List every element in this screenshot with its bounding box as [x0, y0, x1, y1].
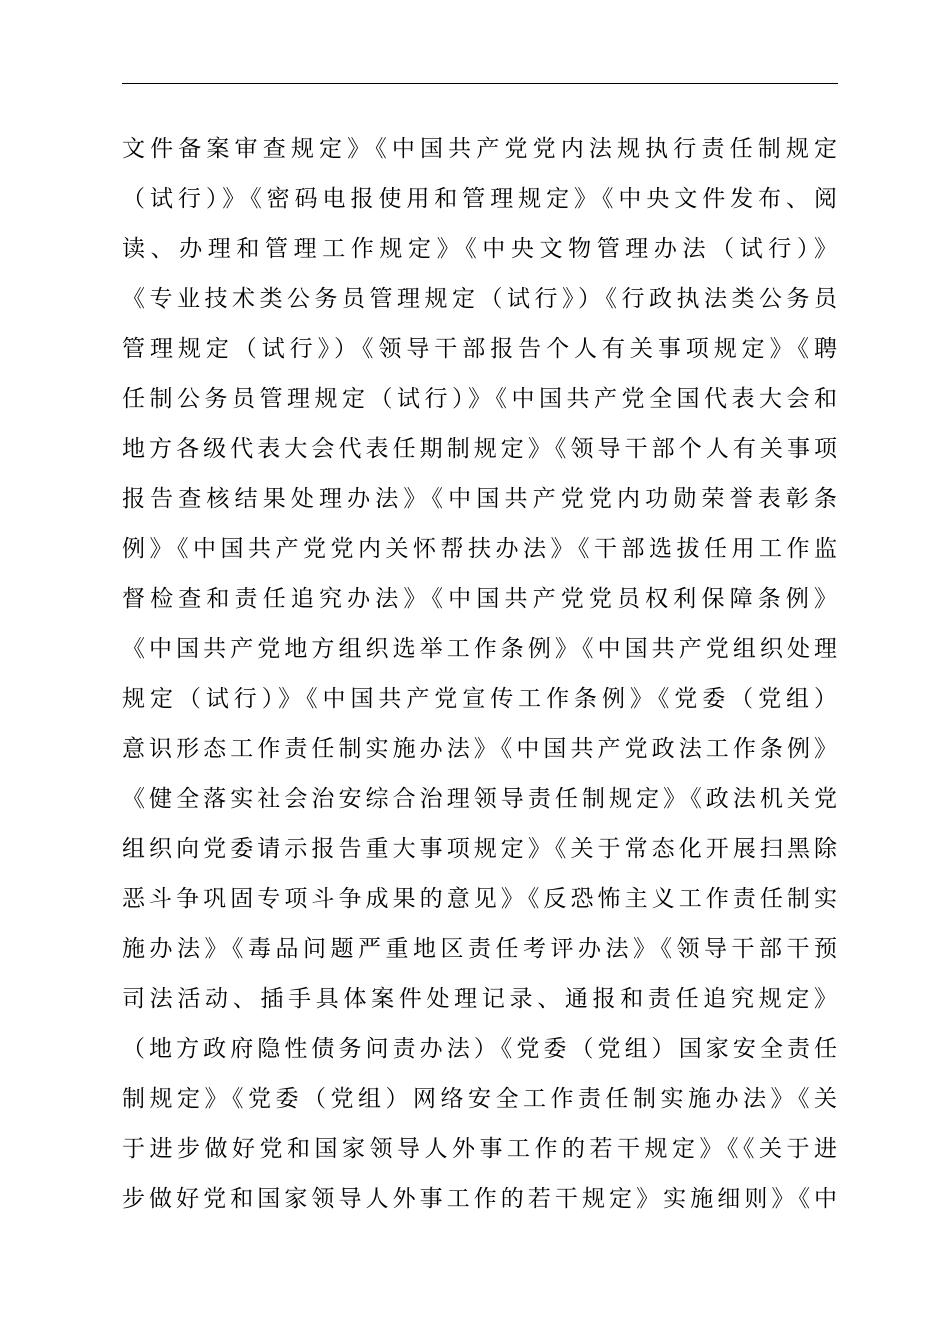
text-line: 恶斗争巩固专项斗争成果的意见》《反恐怖主义工作责任制实: [122, 886, 838, 912]
header-rule: [122, 83, 838, 84]
text-line: 意识形态工作责任制实施办法》《中国共产党政法工作条例》: [122, 736, 838, 762]
text-line: 地方各级代表大会代表任期制规定》《领导干部个人有关事项: [122, 436, 838, 462]
text-line: 规定（试行）》《中国共产党宣传工作条例》《党委（党组）: [122, 686, 838, 712]
text-line: 《专业技术类公务员管理规定（试行》）《行政执法类公务员: [122, 286, 838, 312]
text-line: 《中国共产党地方组织选举工作条例》《中国共产党组织处理: [122, 636, 838, 662]
text-line: 制规定》《党委（党组）网络安全工作责任制实施办法》《关: [122, 1086, 838, 1112]
text-line: 步做好党和国家领导人外事工作的若干规定》实施细则》《中: [122, 1186, 838, 1212]
text-line: 督检查和责任追究办法》《中国共产党党员权利保障条例》: [122, 586, 838, 612]
text-line: 读、办理和管理工作规定》《中央文物管理办法（试行）》: [122, 236, 838, 262]
text-line: 《健全落实社会治安综合治理领导责任制规定》《政法机关党: [122, 786, 838, 812]
text-line: 管理规定（试行》）《领导干部报告个人有关事项规定》《聘: [122, 336, 838, 362]
text-line: 报告查核结果处理办法》《中国共产党党内功勋荣誉表彰条: [122, 486, 838, 512]
text-line: 于进步做好党和国家领导人外事工作的若干规定》《《关于进: [122, 1136, 838, 1162]
text-line: 例》《中国共产党党内关怀帮扶办法》《干部选拔任用工作监: [122, 536, 838, 562]
text-line: 司法活动、插手具体案件处理记录、通报和责任追究规定》: [122, 986, 838, 1012]
text-line: （试行）》《密码电报使用和管理规定》《中央文件发布、阅: [122, 186, 838, 212]
text-line: 任制公务员管理规定（试行）》《中国共产党全国代表大会和: [122, 386, 838, 412]
text-line: 施办法》《毒品问题严重地区责任考评办法》《领导干部干预: [122, 936, 838, 962]
text-line: （地方政府隐性债务问责办法）《党委（党组）国家安全责任: [122, 1036, 838, 1062]
text-line: 组织向党委请示报告重大事项规定》《关于常态化开展扫黑除: [122, 836, 838, 862]
text-line: 文件备案审查规定》《中国共产党党内法规执行责任制规定: [122, 136, 838, 162]
body-paragraph: [122, 124, 838, 1224]
